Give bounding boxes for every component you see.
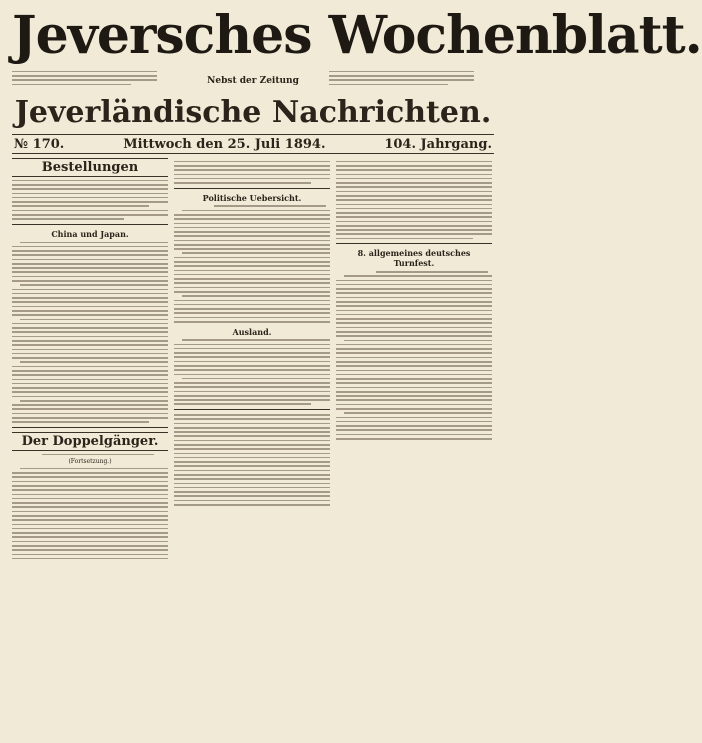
feuilleton-text (12, 454, 168, 560)
column-2-lead-text (174, 161, 330, 184)
turnfest-text (336, 271, 492, 440)
masthead-title: Jeversches Wochenblatt. (12, 5, 702, 66)
column-3-lead-text (336, 161, 492, 240)
masthead-subrow (12, 68, 494, 88)
volume-number: 104. Jahrgang. (384, 136, 492, 152)
feuilleton-title: Der Doppelgänger. (12, 432, 168, 451)
column-1 (12, 158, 168, 733)
issue-number: № 170. (14, 136, 65, 152)
turnfest-heading: 8. allgemeines deutsches Turnfest. (357, 248, 471, 269)
column-3 (336, 158, 492, 733)
columns (12, 158, 494, 733)
supplement-title: Jeverländische Nachrichten. (14, 95, 492, 130)
dateline (12, 134, 494, 154)
foreign-text (174, 339, 330, 405)
masthead-subtitle: Nebst der Zeitung (207, 76, 299, 86)
subscription-text (12, 180, 168, 220)
political-overview-heading: Politische Uebersicht. (202, 192, 302, 203)
masthead-right-notice (329, 68, 494, 88)
masthead-left-notice (12, 68, 177, 88)
subscription-box-title: Bestellungen (12, 158, 168, 177)
masthead (12, 5, 702, 94)
foreign-heading: Ausland. (232, 326, 272, 337)
article-china-japan-text (12, 242, 168, 423)
feuilleton-continued: (Fortsetzung.) (68, 457, 112, 465)
issue-date: Mittwoch den 25. Juli 1894. (123, 136, 326, 152)
article-china-japan-heading: China und Japan. (51, 228, 129, 239)
column-2 (174, 158, 330, 733)
political-overview-text (174, 205, 330, 322)
column-2-bottom-text (174, 414, 330, 506)
